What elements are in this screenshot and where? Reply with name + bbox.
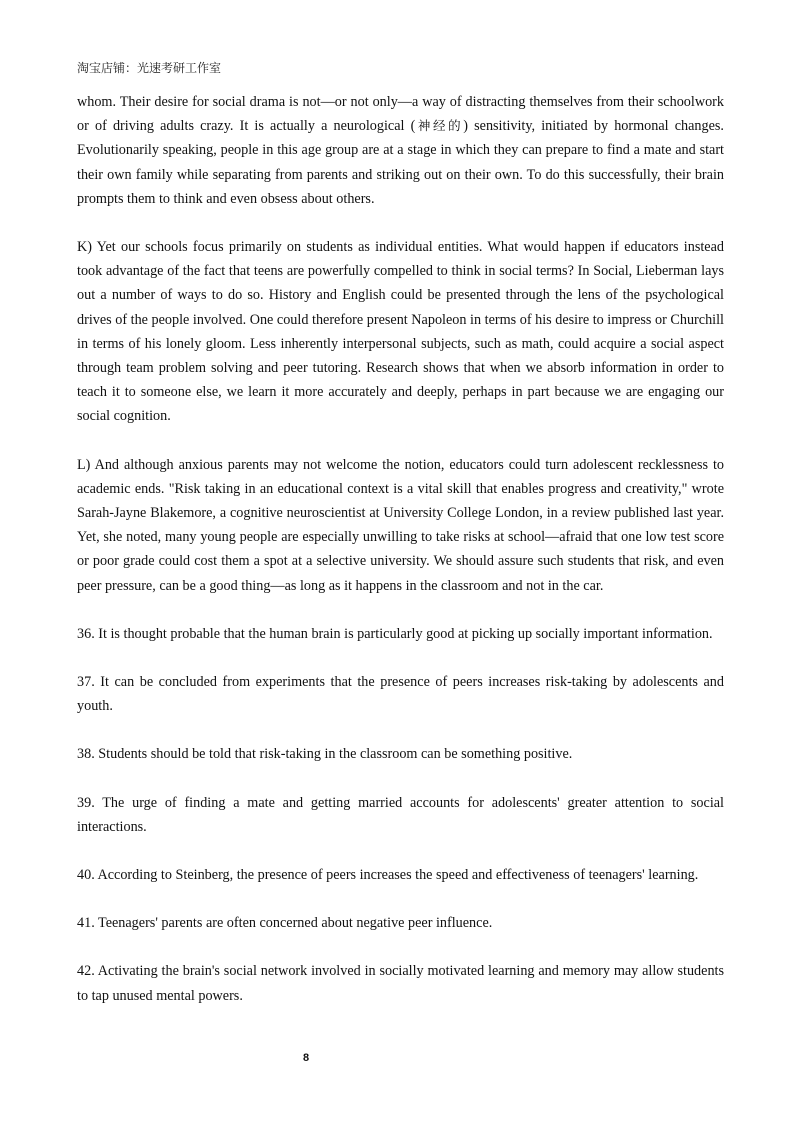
paragraph-j-text-start: whom. Their desire for social drama is not—or not only—a way of distracting themselves from their schoolwork or of driving adults crazy. It is actually a neurological ( xyxy=(77,94,724,135)
paragraph-j-chinese-gloss: 神经的 xyxy=(415,118,464,134)
document-body xyxy=(77,90,724,1032)
paragraph-k: K) Yet our schools focus primarily on students as individual entities. What would happen if educators instead took advantage of the fact that teens are powerfully compelled to think in social terms? In Social, Lieberman lays out a number of ways to do so. History and English could be presented through the lens of the psychological drives of the people involved. One could therefore present Napoleon in terms of his desire to impress or Churchill in terms of his lonely gloom. Less inherently interpersonal subjects, such as math, could acquire a social aspect through team problem solving and peer tutoring. Research shows that when we absorb information in order to teach it to someone else, we learn it more accurately and deeply, perhaps in part because we are engaging our social cognition. xyxy=(77,239,724,425)
question-38: 38. Students should be told that risk-taking in the classroom can be something positive. xyxy=(77,746,573,763)
question-41: 41. Teenagers' parents are often concerned about negative peer influence. xyxy=(77,915,493,932)
paragraph-l: L) And although anxious parents may not welcome the notion, educators could turn adolescent recklessness to academic ends. "Risk taking in an educational context is a vital skill that enables progress and creativity," wrote Sarah-Jayne Blakemore, a cognitive neuroscientist at University College London, in a review published last year. Yet, she noted, many young people are especially unwilling to take risks at school—afraid that one low test score or poor grade could cost them a spot at a selective university. We should assure such students that risk, and even peer pressure, can be a good thing—as long as it happens in the classroom and not in the car. xyxy=(77,456,724,594)
question-36: 36. It is thought probable that the human brain is particularly good at picking up socially important information. xyxy=(77,625,713,642)
page-number: 8 xyxy=(302,1052,310,1064)
paragraph-j-text-end: ) sensitivity, initiated by hormonal changes. Evolutionarily speaking, people in this age group are at a stage in which they can prepare to find a mate and start their own family while separating from parents and striking out on their own. To do this successfully, their brain prompts them to think and even obsess about others. xyxy=(77,118,724,207)
question-40: 40. According to Steinberg, the presence of peers increases the speed and effectiveness of teenagers' learning. xyxy=(77,867,699,884)
paragraph-j-continuation xyxy=(77,90,724,211)
question-37: 37. It can be concluded from experiments that the presence of peers increases risk-taking by adolescents and youth. xyxy=(77,674,724,715)
question-39: 39. The urge of finding a mate and getting married accounts for adolescents' greater attention to social interactions. xyxy=(77,794,724,835)
page-header: 淘宝店铺：光速考研工作室 xyxy=(77,61,222,75)
question-42: 42. Activating the brain's social network involved in socially motivated learning and memory may allow students to tap unused mental powers. xyxy=(77,963,724,1004)
